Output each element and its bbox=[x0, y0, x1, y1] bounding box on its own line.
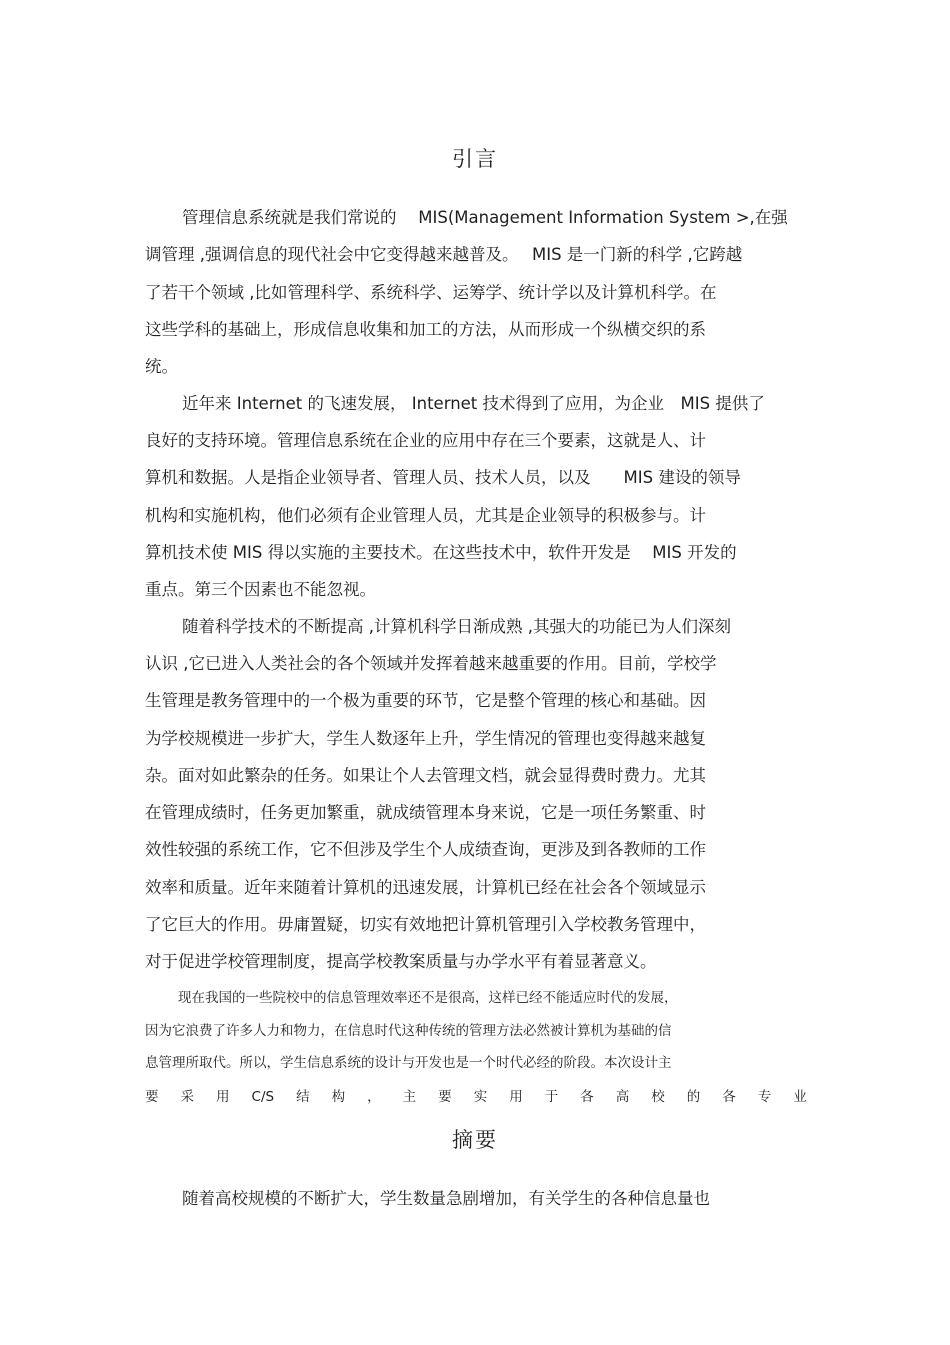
spread-char: 专 bbox=[757, 1089, 772, 1105]
spread-char: 要 bbox=[145, 1089, 159, 1105]
spread-char: 构 bbox=[331, 1089, 346, 1105]
paragraph-line: 良好的支持环境。管理信息系统在企业的应用中存在三个要素，这就是人、计 bbox=[145, 431, 706, 450]
paragraph-line: 统。 bbox=[145, 357, 178, 376]
paragraph-line: 在管理成绩时，任务更加繁重，就成绩管理本身来说，它是一项任务繁重、时 bbox=[145, 803, 706, 822]
spread-char: 要 bbox=[438, 1089, 452, 1105]
spread-char: 结 bbox=[296, 1089, 310, 1105]
spread-char: 各 bbox=[580, 1089, 594, 1105]
paragraph-line: 随着科学技术的不断提高 ,计算机科学日渐成熟 ,其强大的功能已为人们深刻 bbox=[182, 617, 731, 636]
section-title-abstract: 摘要 bbox=[452, 1128, 498, 1152]
small-paragraph-line: 息管理所取代。所以，学生信息系统的设计与开发也是一个时代必经的阶段。本次设计主 bbox=[145, 1055, 672, 1071]
paragraph-line: 了若干个领域 ,比如管理科学、系统科学、运筹学、统计学以及计算机科学。在 bbox=[145, 283, 717, 302]
spread-char: 用 bbox=[509, 1089, 523, 1105]
paragraph-line: 认识 ,它已进入人类社会的各个领域并发挥着越来越重要的作用。目前，学校学 bbox=[145, 654, 717, 673]
paragraph-line: 这些学科的基础上，形成信息收集和加工的方法，从而形成一个纵横交织的系 bbox=[145, 320, 706, 339]
paragraph-line: 算机技术使 MIS 得以实施的主要技术。在这些技术中，软件开发是 MIS 开发的 bbox=[145, 543, 737, 562]
section-title-introduction: 引言 bbox=[452, 147, 498, 171]
paragraph-line: 效性较强的系统工作，它不但涉及学生个人成绩查询，更涉及到各教师的工作 bbox=[145, 840, 706, 859]
paragraph-line: 生管理是教务管理中的一个极为重要的环节，它是整个管理的核心和基础。因 bbox=[145, 691, 706, 710]
paragraph-line: 重点。第三个因素也不能忽视。 bbox=[145, 580, 376, 599]
spread-char: ， bbox=[367, 1089, 381, 1105]
spread-char: 校 bbox=[651, 1089, 665, 1105]
spread-char: 各 bbox=[722, 1089, 736, 1105]
paragraph-line: 调管理 ,强调信息的现代社会中它变得越来越普及。 MIS 是一门新的科学 ,它跨越 bbox=[145, 245, 743, 264]
paragraph-line: 效率和质量。近年来随着计算机的迅速发展，计算机已经在社会各个领域显示 bbox=[145, 878, 706, 897]
spread-char: 采 bbox=[180, 1089, 195, 1105]
paragraph-line: 管理信息系统就是我们常说的 MIS(Management Information System >,在强 bbox=[182, 208, 788, 227]
spread-line bbox=[145, 1088, 807, 1106]
paragraph-line: 杂。面对如此繁杂的任务。如果让个人去管理文档，就会显得费时费力。尤其 bbox=[145, 766, 706, 785]
spread-char: 于 bbox=[544, 1089, 559, 1105]
paragraph-line: 近年来 Internet 的飞速发展， Internet 技术得到了应用，为企业 MIS 提供了 bbox=[182, 394, 765, 413]
paragraph-line: 了它巨大的作用。毋庸置疑，切实有效地把计算机管理引入学校教务管理中， bbox=[145, 915, 706, 934]
paragraph-line: 为学校规模进一步扩大，学生人数逐年上升，学生情况的管理也变得越来越复 bbox=[145, 729, 706, 748]
small-paragraph-line: 现在我国的一些院校中的信息管理效率还不是很高，这样已经不能适应时代的发展， bbox=[178, 990, 678, 1006]
spread-char: 实 bbox=[473, 1089, 488, 1105]
paragraph-line: 机构和实施机构，他们必须有企业管理人员，尤其是企业领导的积极参与。计 bbox=[145, 506, 706, 525]
spread-char: 主 bbox=[402, 1089, 417, 1105]
paragraph-line: 对于促进学校管理制度，提高学校教案质量与办学水平有着显著意义。 bbox=[145, 952, 657, 971]
paragraph-line: 随着高校规模的不断扩大，学生数量急剧增加，有关学生的各种信息量也 bbox=[182, 1189, 710, 1208]
spread-char: 业 bbox=[793, 1089, 807, 1105]
spread-char: 的 bbox=[686, 1089, 701, 1105]
paragraph-line: 算机和数据。人是指企业领导者、管理人员、技术人员，以及 MIS 建设的领导 bbox=[145, 468, 741, 487]
spread-char: 用 bbox=[216, 1089, 230, 1105]
small-paragraph-line: 因为它浪费了许多人力和物力，在信息时代这种传统的管理方法必然被计算机为基础的信 bbox=[145, 1023, 672, 1039]
spread-char: 高 bbox=[615, 1089, 630, 1105]
spread-char: C/S bbox=[251, 1089, 275, 1105]
